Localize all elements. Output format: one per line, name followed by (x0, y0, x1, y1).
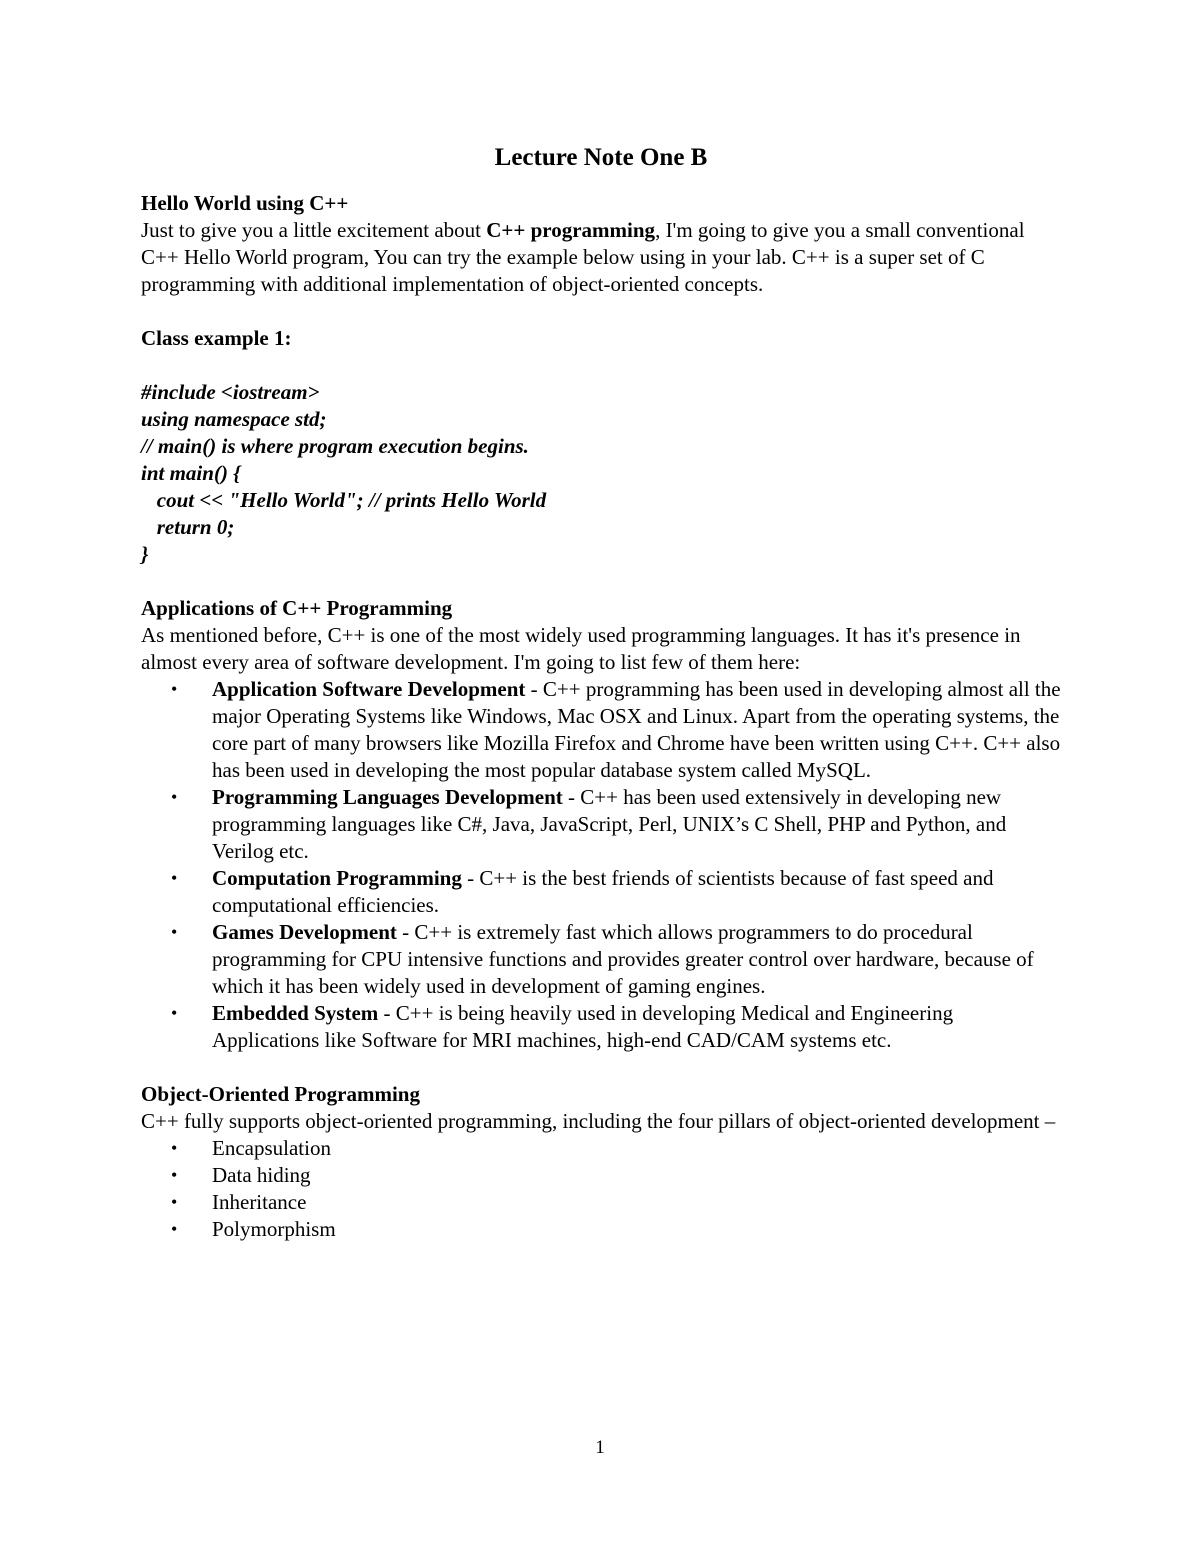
applications-list (141, 676, 1061, 1054)
bullet-icon: • (171, 787, 178, 807)
code-line: #include <iostream> (141, 380, 320, 404)
list-item (141, 1216, 1061, 1243)
list-item-text: Encapsulation (212, 1136, 331, 1160)
hello-intro-bold: C++ programming (486, 218, 656, 242)
hello-intro-pre: Just to give you a little excitement about (141, 218, 487, 242)
list-item-title: Programming Languages Development (212, 785, 563, 809)
list-item (141, 1162, 1061, 1189)
list-item (141, 919, 1061, 1000)
list-item (141, 1135, 1061, 1162)
list-item (141, 784, 1061, 865)
spacer (141, 352, 1061, 379)
oop-heading: Object-Oriented Programming (141, 1082, 420, 1106)
list-item-text: - C++ has been used extensively in developing new programming languages like C#, Java, JavaScript, Perl, UNIX’s C Shell, PHP and Python, and Verilog etc. (212, 785, 1007, 863)
spacer (141, 568, 1061, 595)
bullet-icon: • (171, 1165, 178, 1185)
code-block (141, 379, 1061, 568)
list-item-text: Polymorphism (212, 1217, 336, 1241)
bullet-icon: • (171, 679, 178, 699)
list-item-text: - C++ programming has been used in developing almost all the major Operating Systems like Windows, Mac OSX and Linux. Apart from the operating systems, the core part of many browsers like Mozilla Firefox and Chrome have been written using C++. C++ also has been used in developing the most popular database system called MySQL. (212, 677, 1061, 782)
list-item (141, 1000, 1061, 1054)
list-item-text: Inheritance (212, 1190, 307, 1214)
spacer (141, 298, 1061, 325)
list-item-title: Embedded System (212, 1001, 379, 1025)
class-example-heading: Class example 1: (141, 326, 292, 350)
page-content (141, 140, 1061, 1243)
list-item-text: - C++ is being heavily used in developing Medical and Engineering Applications like Software for MRI machines, high-end CAD/CAM systems etc. (212, 1001, 954, 1052)
list-item-text: Data hiding (212, 1163, 311, 1187)
code-line: return 0; (141, 515, 235, 539)
document-title: Lecture Note One B (494, 144, 708, 171)
hello-world-heading: Hello World using C++ (141, 191, 349, 215)
bullet-icon: • (171, 922, 178, 942)
oop-intro: C++ fully supports object-oriented programming, including the four pillars of object-oriented development – (141, 1109, 1056, 1133)
bullet-icon: • (171, 1003, 178, 1023)
list-item-title: Games Development (212, 920, 397, 944)
list-item (141, 676, 1061, 784)
code-line: int main() { (141, 461, 241, 485)
code-line: cout << "Hello World"; // prints Hello World (141, 488, 547, 512)
bullet-icon: • (171, 868, 178, 888)
list-item-text: - C++ is the best friends of scientists because of fast speed and computational efficiencies. (212, 866, 994, 917)
code-line: // main() is where program execution begins. (141, 434, 529, 458)
code-line: } (141, 542, 149, 566)
bullet-icon: • (171, 1219, 178, 1239)
list-item (141, 865, 1061, 919)
page-number: 1 (595, 1437, 605, 1458)
bullet-icon: • (171, 1138, 178, 1158)
applications-intro: As mentioned before, C++ is one of the most widely used programming languages. It has it's presence in almost every area of software development. I'm going to list few of them here: (141, 623, 1021, 674)
spacer (141, 1054, 1061, 1081)
applications-heading: Applications of C++ Programming (141, 596, 453, 620)
list-item-text: - C++ is extremely fast which allows programmers to do procedural programming for CPU intensive functions and provides greater control over hardware, because of which it has been widely used in development of gaming engines. (212, 920, 1034, 998)
hello-intro-post: , I'm going to give you a small conventional C++ Hello World program, You can try the example below using in your lab. C++ is a super set of C programming with additional implementation of object-oriented concepts. (141, 218, 1025, 296)
hello-world-paragraph (141, 217, 1061, 298)
list-item (141, 1189, 1061, 1216)
bullet-icon: • (171, 1192, 178, 1212)
code-line: using namespace std; (141, 407, 327, 431)
list-item-title: Computation Programming (212, 866, 462, 890)
list-item-title: Application Software Development (212, 677, 526, 701)
oop-pillars-list (141, 1135, 1061, 1243)
